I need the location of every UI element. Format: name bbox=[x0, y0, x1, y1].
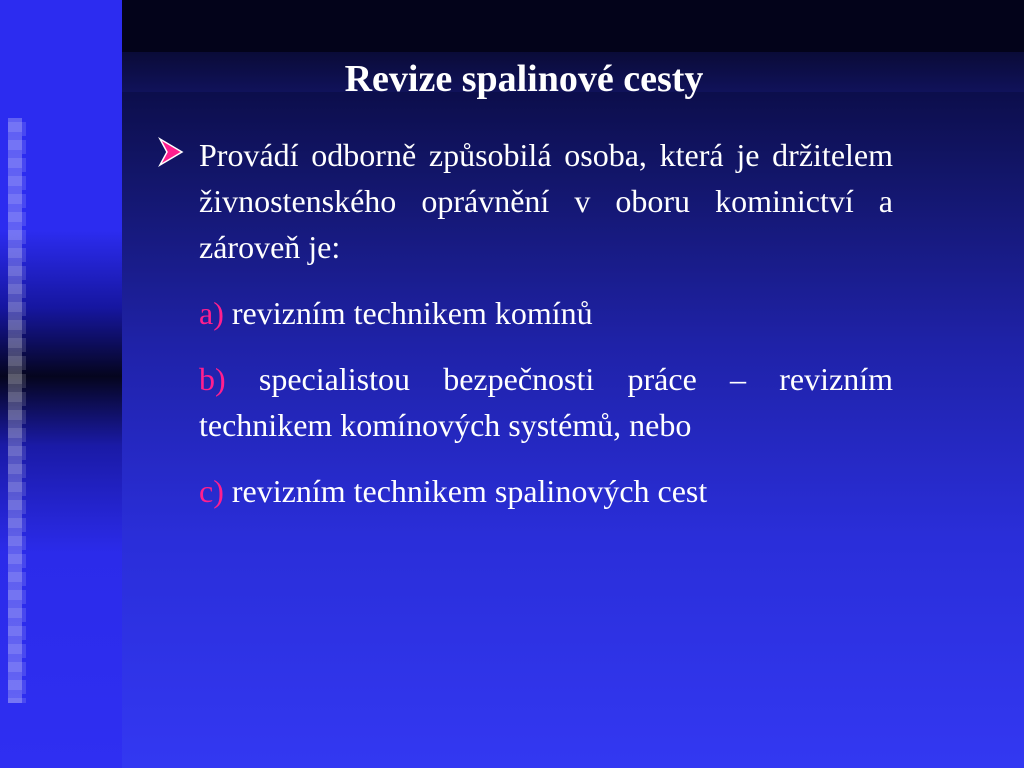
list-text-c: revizním technikem spalinových cest bbox=[223, 473, 708, 509]
list-item-b bbox=[199, 356, 893, 448]
top-dark-bar bbox=[122, 0, 1024, 52]
list-item-a bbox=[199, 290, 893, 336]
decorative-square-grid bbox=[8, 118, 26, 703]
arrow-bullet-icon bbox=[158, 137, 184, 167]
list-item-c bbox=[199, 468, 893, 514]
list-text-a: revizním technikem komínů bbox=[223, 295, 593, 331]
intro-paragraph: Provádí odborně způsobilá osoba, která je držitelem živnostenského oprávnění v oboru kominictví a zároveň je: bbox=[199, 137, 893, 265]
list-marker-a: a) bbox=[199, 295, 224, 331]
list-text-b: specialistou bezpečnosti práce – revizním technikem komínových systémů, nebo bbox=[199, 361, 893, 443]
slide-body bbox=[199, 132, 893, 534]
list-marker-b: b) bbox=[199, 361, 226, 397]
slide-title: Revize spalinové cesty bbox=[344, 58, 704, 100]
list-marker-c: c) bbox=[199, 473, 224, 509]
